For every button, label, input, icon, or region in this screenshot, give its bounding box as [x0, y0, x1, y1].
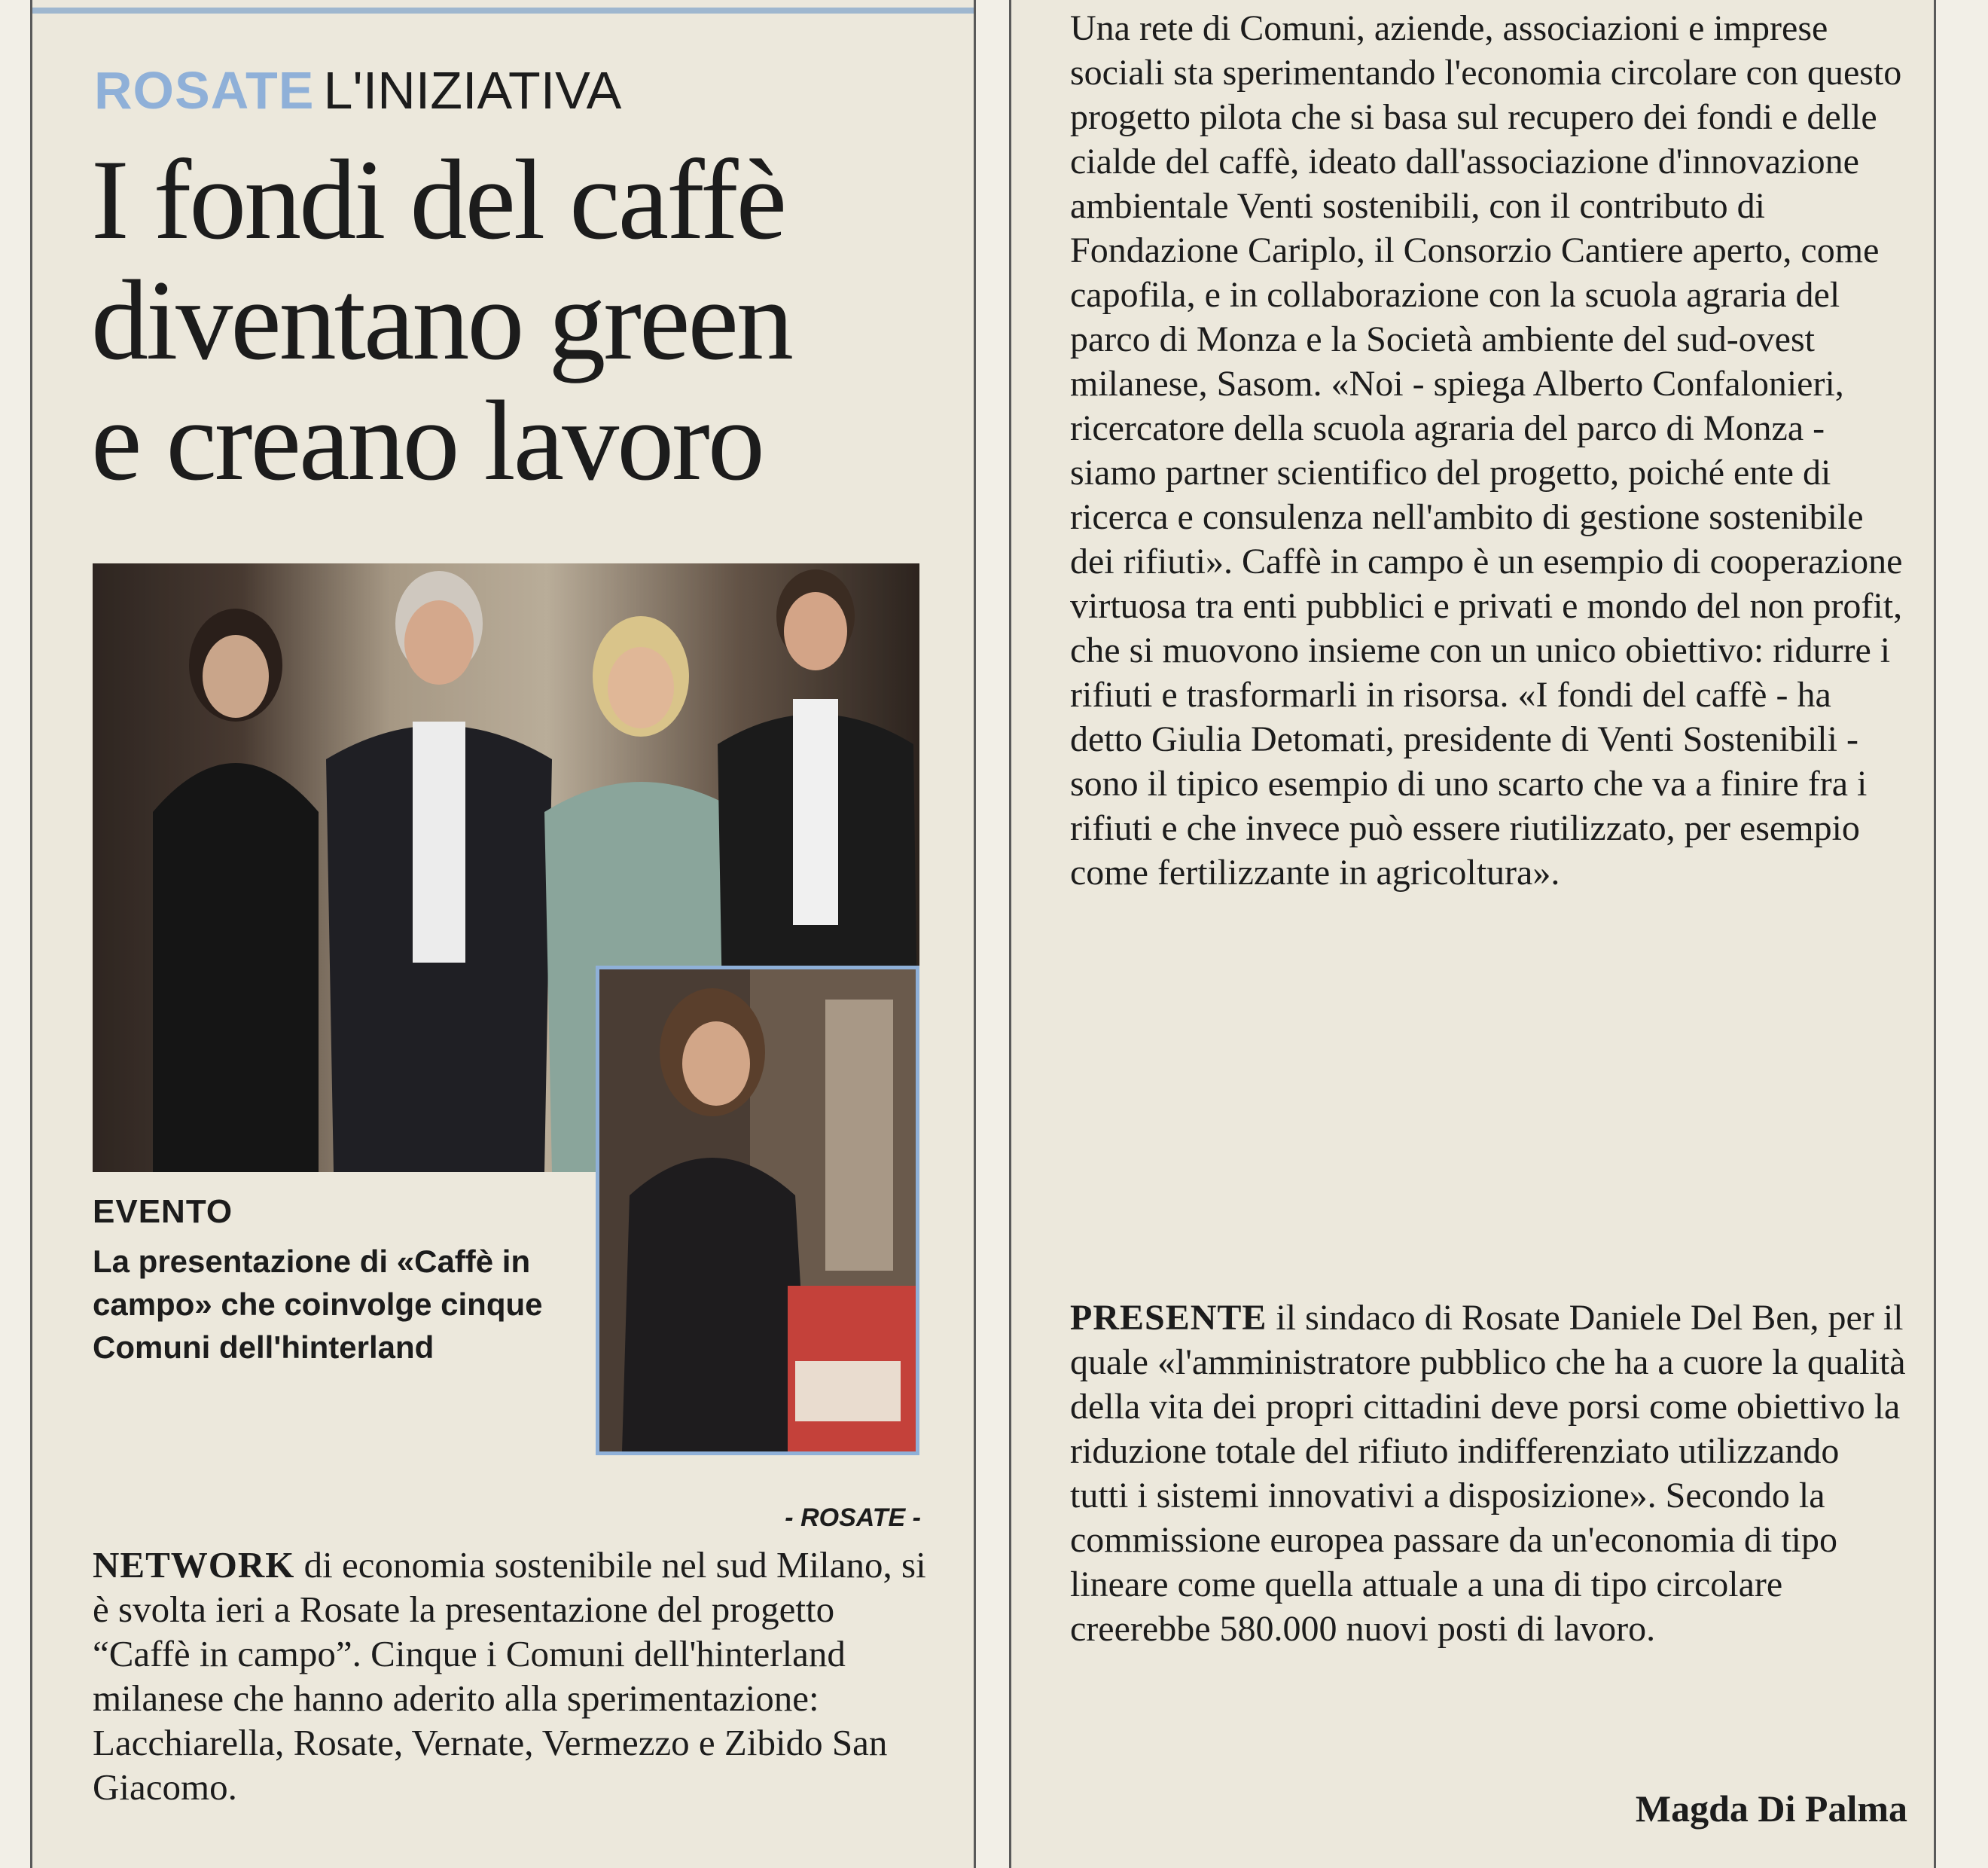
kicker-topic: L'INIZIATIVA	[323, 61, 622, 120]
dateline: - ROSATE -	[785, 1503, 921, 1532]
photo-caption: La presentazione di «Caffè in campo» che coinvolge cinque Comuni dell'hinterland	[93, 1244, 543, 1365]
inset-photo-illustration	[599, 969, 916, 1451]
article-right-column	[1009, 0, 1936, 1868]
body-left-text: di economia sostenibile nel sud Milano, si è svolta ieri a Rosate la presentazione del progetto “Caffè in campo”. Cinque i Comuni dell'hinterland milanese che hanno aderito alla sperimentazione: Lacchiarella, Rosate, Vernate, Vermezzo e Zibido San Giacomo.	[93, 1544, 926, 1808]
article-body-left	[93, 1543, 928, 1809]
article-left-column	[30, 0, 976, 1868]
headline-line-2: diventano green	[91, 257, 791, 383]
kicker-location: ROSATE	[94, 61, 315, 120]
headline-line-1: I fondi del caffè	[91, 136, 785, 263]
body-right-text: il sindaco di Rosate Daniele Del Ben, per il quale «l'amministratore pubblico che ha a cuore la qualità della vita dei propri cittadini deve porsi come obiettivo la riduzione totale del rifiuto indifferenziato utilizzando tutti i sistemi innovativi a disposizione». Secondo la commissione europea passare da un'economia di tipo lineare come quella attuale a una di tipo circolare creerebbe 580.000 nuovi posti di lavoro.	[1070, 1298, 1906, 1649]
headline-line-3: e creano lavoro	[91, 377, 763, 504]
lead-word-presente: PRESENTE	[1070, 1298, 1267, 1338]
kicker	[94, 60, 621, 121]
inset-photo	[596, 966, 919, 1455]
top-rule	[32, 8, 974, 14]
article-body-right-p1: Una rete di Comuni, aziende, associazioni e imprese sociali sta sperimentando l'economia circolare con questo progetto pilota che si basa sul recupero dei fondi e delle cialde del caffè, ideato dall'associazione d'innovazione ambientale Venti sostenibili, con il contributo di Fondazione Cariplo, il Consorzio Cantiere aperto, come capofila, e in collaborazione con la scuola agraria del parco di Monza e la Società ambiente del sud-ovest milanese, Sasom. «Noi - spiega Alberto Confalonieri, ricercatore della scuola agraria del parco di Monza - siamo partner scientifico del progetto, poiché ente di ricerca e consulenza nell'ambito di gestione sostenibile dei rifiuti». Caffè in campo è un esempio di cooperazione virtuosa tra enti pubblici e privati e mondo del non profit, che si muovono insieme con un unico obiettivo: ridurre i rifiuti e trasformarli in risorsa. «I fondi del caffè - ha detto Giulia Detomati, presidente di Venti Sostenibili - sono il tipico esempio di uno scarto che va a finire fra i rifiuti e che invece può essere riutilizzato, per esempio come fertilizzante in agricoltura».	[1070, 8, 1903, 893]
author-byline: Magda Di Palma	[1635, 1787, 1907, 1830]
caption-tag: EVENTO	[93, 1193, 233, 1230]
headline	[91, 136, 972, 504]
article-body-right-p2	[1070, 1296, 1906, 1651]
lead-word-network: NETWORK	[93, 1544, 295, 1586]
